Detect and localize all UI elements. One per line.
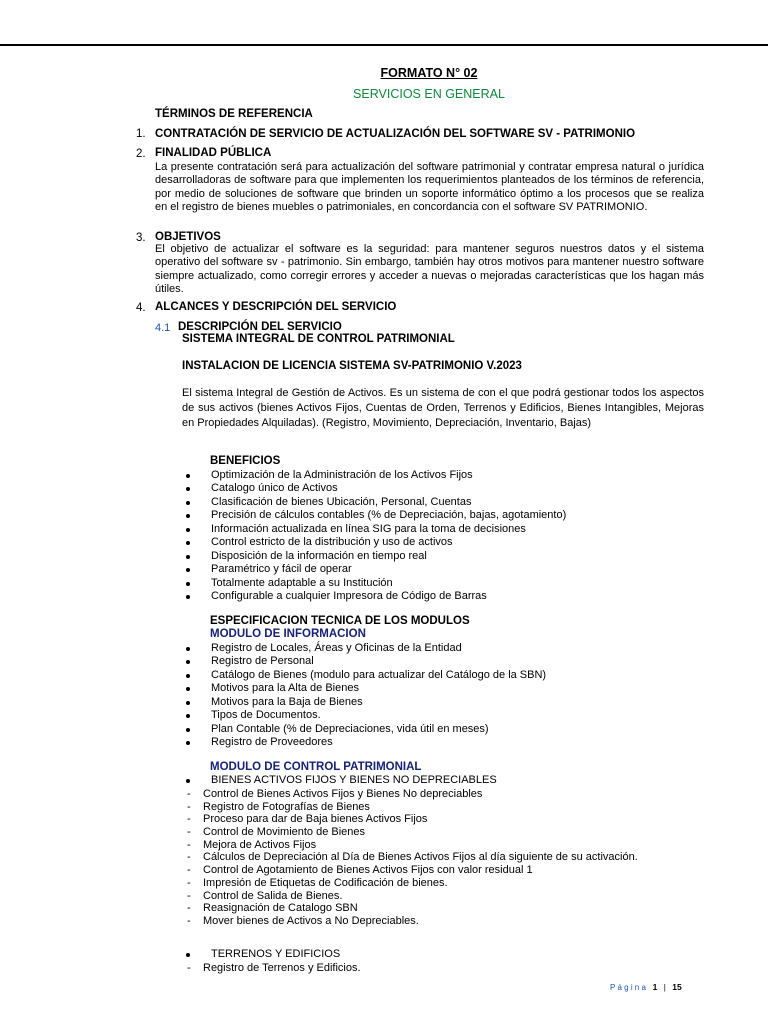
bullet-icon bbox=[186, 714, 190, 718]
list-item-text: Control de Agotamiento de Bienes Activos Fijos con valor residual 1 bbox=[203, 864, 533, 877]
list-item-text: Motivos para la Alta de Bienes bbox=[211, 682, 359, 695]
subsection-4-1-number: 4.1 bbox=[155, 322, 171, 334]
dash-icon: - bbox=[187, 838, 191, 851]
page-label: Página bbox=[610, 983, 649, 992]
list-item bbox=[0, 902, 768, 915]
list-item-text: Disposición de la información en tiempo real bbox=[211, 549, 427, 562]
bullet-icon bbox=[186, 514, 190, 518]
dash-icon: - bbox=[187, 788, 191, 800]
group-2-label: TERRENOS Y EDIFICIOS bbox=[211, 948, 341, 960]
section-4-heading: ALCANCES Y DESCRIPCIÓN DEL SERVICIO bbox=[155, 301, 397, 313]
list-item bbox=[0, 890, 768, 903]
group-2-list bbox=[0, 948, 768, 961]
list-item-text: Configurable a cualquier Impresora de Código de Barras bbox=[211, 589, 487, 602]
module-info-heading: MODULO DE INFORMACION bbox=[210, 628, 366, 640]
top-rule bbox=[0, 44, 768, 46]
list-item-text: Cálculos de Depreciación al Día de Bienes Activos Fijos al día siguiente de su activación. bbox=[203, 851, 638, 864]
list-item bbox=[0, 669, 768, 682]
list-item bbox=[0, 774, 768, 787]
list-item bbox=[0, 839, 768, 852]
list-item-text: Registro de Locales, Áreas y Oficinas de la Entidad bbox=[211, 642, 462, 654]
list-item bbox=[0, 550, 768, 563]
bullet-icon bbox=[186, 501, 190, 505]
list-item-text: Control estricto de la distribución y uso de activos bbox=[211, 536, 453, 549]
bullet-icon bbox=[186, 487, 190, 491]
list-item bbox=[0, 696, 768, 709]
list-item-text: Registro de Terrenos y Edificios. bbox=[203, 962, 361, 974]
spec-heading: ESPECIFICACION TECNICA DE LOS MODULOS bbox=[210, 615, 470, 627]
document-subtitle: SERVICIOS EN GENERAL bbox=[353, 87, 505, 101]
list-item bbox=[0, 577, 768, 590]
bullet-icon bbox=[186, 687, 190, 691]
list-item-text: Totalmente adaptable a su Institución bbox=[211, 576, 393, 589]
list-item bbox=[0, 962, 768, 975]
list-item bbox=[0, 723, 768, 736]
list-item-text: Catálogo de Bienes (modulo para actualizar del Catálogo de la SBN) bbox=[211, 668, 547, 681]
list-item-text: Mover bienes de Activos a No Depreciables. bbox=[203, 914, 419, 927]
list-item bbox=[0, 826, 768, 839]
document-title: FORMATO N° 02 bbox=[380, 66, 478, 80]
list-item bbox=[0, 801, 768, 814]
list-item bbox=[0, 864, 768, 877]
list-item bbox=[0, 482, 768, 495]
bullet-icon bbox=[186, 541, 190, 545]
bullet-icon bbox=[186, 741, 190, 745]
bullet-icon bbox=[186, 779, 190, 783]
list-item-text: Catalogo único de Activos bbox=[211, 482, 338, 495]
list-item-text: Mejora de Activos Fijos bbox=[203, 838, 317, 851]
bullet-icon bbox=[186, 568, 190, 572]
group-1-list bbox=[0, 774, 768, 787]
bullet-icon bbox=[186, 647, 190, 651]
section-2-heading: FINALIDAD PÚBLICA bbox=[155, 147, 272, 159]
dash-icon: - bbox=[187, 800, 191, 813]
page-footer bbox=[610, 982, 682, 992]
list-item-text: Control de Bienes Activos Fijos y Bienes No depreciables bbox=[203, 788, 483, 800]
section-2-number: 2. bbox=[136, 148, 146, 160]
list-item-text: Información actualizada en línea SIG para la toma de decisiones bbox=[211, 522, 526, 535]
dash-icon: - bbox=[187, 889, 191, 902]
dash-icon: - bbox=[187, 876, 191, 889]
list-item bbox=[0, 813, 768, 826]
bullet-icon bbox=[186, 701, 190, 705]
group-1-items bbox=[0, 788, 768, 928]
list-item-text: Impresión de Etiquetas de Codificación de bienes. bbox=[203, 876, 448, 889]
list-item bbox=[0, 590, 768, 603]
page-total: 15 bbox=[672, 982, 682, 992]
list-item bbox=[0, 788, 768, 801]
terms-heading: TÉRMINOS DE REFERENCIA bbox=[155, 108, 313, 120]
list-item bbox=[0, 536, 768, 549]
list-item bbox=[0, 642, 768, 655]
list-item bbox=[0, 563, 768, 576]
bullet-icon bbox=[186, 528, 190, 532]
list-item bbox=[0, 948, 768, 961]
list-item bbox=[0, 736, 768, 749]
list-item-text: Control de Salida de Bienes. bbox=[203, 889, 343, 902]
group-2-items bbox=[0, 962, 768, 975]
module-info-list bbox=[0, 642, 768, 750]
bullet-icon bbox=[186, 474, 190, 478]
list-item-text: Plan Contable (% de Depreciaciones, vida útil en meses) bbox=[211, 722, 489, 735]
bullet-icon bbox=[186, 674, 190, 678]
section-2-body: La presente contratación será para actualización del software patrimonial y contratar empresa natural o jurídica desarrolladoras de software para que implementen los requerimientos planteados de los términos de referencia, por medio de soluciones de software que brinden un soporte informático óptimo a los procesos que se realiza en el registro de bienes muebles o patrimoniales, en concordancia con el software SV PATRIMONIO. bbox=[155, 161, 704, 214]
group-1-label: BIENES ACTIVOS FIJOS Y BIENES NO DEPRECIABLES bbox=[211, 774, 497, 786]
system-description: El sistema Integral de Gestión de Activos. Es un sistema de con el que podrá gestionar todos los aspectos de sus activos (bienes Activos Fijos, Cuentas de Orden, Terrenos y Edificios, Bienes Intangibles, Mejoras en Propiedades Alquiladas). (Registro, Movimiento, Depreciación, Inventario, Bajas) bbox=[182, 387, 704, 429]
section-4-number: 4. bbox=[136, 302, 146, 314]
module-control-heading: MODULO DE CONTROL PATRIMONIAL bbox=[210, 761, 422, 773]
section-3-body: El objetivo de actualizar el software es la seguridad: para mantener seguros nuestros datos y el sistema operativo del software sv - patrimonio. Sin embargo, también hay otros motivos para mantener nuestro software siempre actualizado, como corregir errores y acceder a nuevas o mejoradas características que los hagan más útiles. bbox=[155, 243, 704, 296]
list-item-text: Clasificación de bienes Ubicación, Personal, Cuentas bbox=[211, 495, 472, 508]
dash-icon: - bbox=[187, 826, 191, 839]
list-item-text: Registro de Fotografías de Bienes bbox=[203, 800, 370, 813]
section-1-heading: CONTRATACIÓN DE SERVICIO DE ACTUALIZACIÓN DEL SOFTWARE SV - PATRIMONIO bbox=[155, 128, 636, 140]
list-item bbox=[0, 877, 768, 890]
list-item-text: Proceso para dar de Baja bienes Activos Fijos bbox=[203, 813, 428, 826]
list-item-text: Reasignación de Catalogo SBN bbox=[203, 902, 358, 915]
list-item-text: Motivos para la Baja de Bienes bbox=[211, 695, 363, 708]
bullet-icon bbox=[186, 595, 190, 599]
benefits-heading: BENEFICIOS bbox=[210, 455, 281, 467]
system-name: SISTEMA INTEGRAL DE CONTROL PATRIMONIAL bbox=[182, 333, 455, 345]
section-3-heading: OBJETIVOS bbox=[155, 231, 221, 243]
dash-icon: - bbox=[187, 914, 191, 927]
dash-icon: - bbox=[187, 962, 191, 974]
list-item-text: Registro de Personal bbox=[211, 655, 314, 668]
list-item bbox=[0, 851, 768, 864]
dash-icon: - bbox=[187, 864, 191, 877]
bullet-icon bbox=[186, 555, 190, 559]
list-item bbox=[0, 496, 768, 509]
list-item bbox=[0, 523, 768, 536]
list-item-text: Precisión de cálculos contables (% de Depreciación, bajas, agotamiento) bbox=[211, 509, 567, 522]
list-item bbox=[0, 682, 768, 695]
bullet-icon bbox=[186, 582, 190, 586]
subsection-4-1-heading: DESCRIPCIÓN DEL SERVICIO bbox=[178, 321, 342, 333]
dash-icon: - bbox=[187, 851, 191, 864]
list-item bbox=[0, 655, 768, 668]
page-separator: | bbox=[663, 983, 666, 992]
license-heading: INSTALACION DE LICENCIA SISTEMA SV-PATRIMONIO V.2023 bbox=[182, 360, 522, 372]
dash-icon: - bbox=[187, 902, 191, 915]
list-item bbox=[0, 915, 768, 928]
section-3-number: 3. bbox=[136, 232, 146, 244]
section-1-number: 1. bbox=[136, 128, 146, 140]
list-item-text: Registro de Proveedores bbox=[211, 736, 333, 749]
list-item bbox=[0, 509, 768, 522]
list-item bbox=[0, 709, 768, 722]
list-item-text: Optimización de la Administración de los Activos Fijos bbox=[211, 469, 473, 481]
benefits-list bbox=[0, 469, 768, 603]
bullet-icon bbox=[186, 953, 190, 957]
list-item-text: Tipos de Documentos. bbox=[211, 709, 321, 722]
dash-icon: - bbox=[187, 813, 191, 826]
list-item-text: Paramétrico y fácil de operar bbox=[211, 563, 352, 576]
list-item-text: Control de Movimiento de Bienes bbox=[203, 826, 366, 839]
bullet-icon bbox=[186, 660, 190, 664]
bullet-icon bbox=[186, 728, 190, 732]
page-number: 1 bbox=[652, 982, 658, 992]
list-item bbox=[0, 469, 768, 482]
